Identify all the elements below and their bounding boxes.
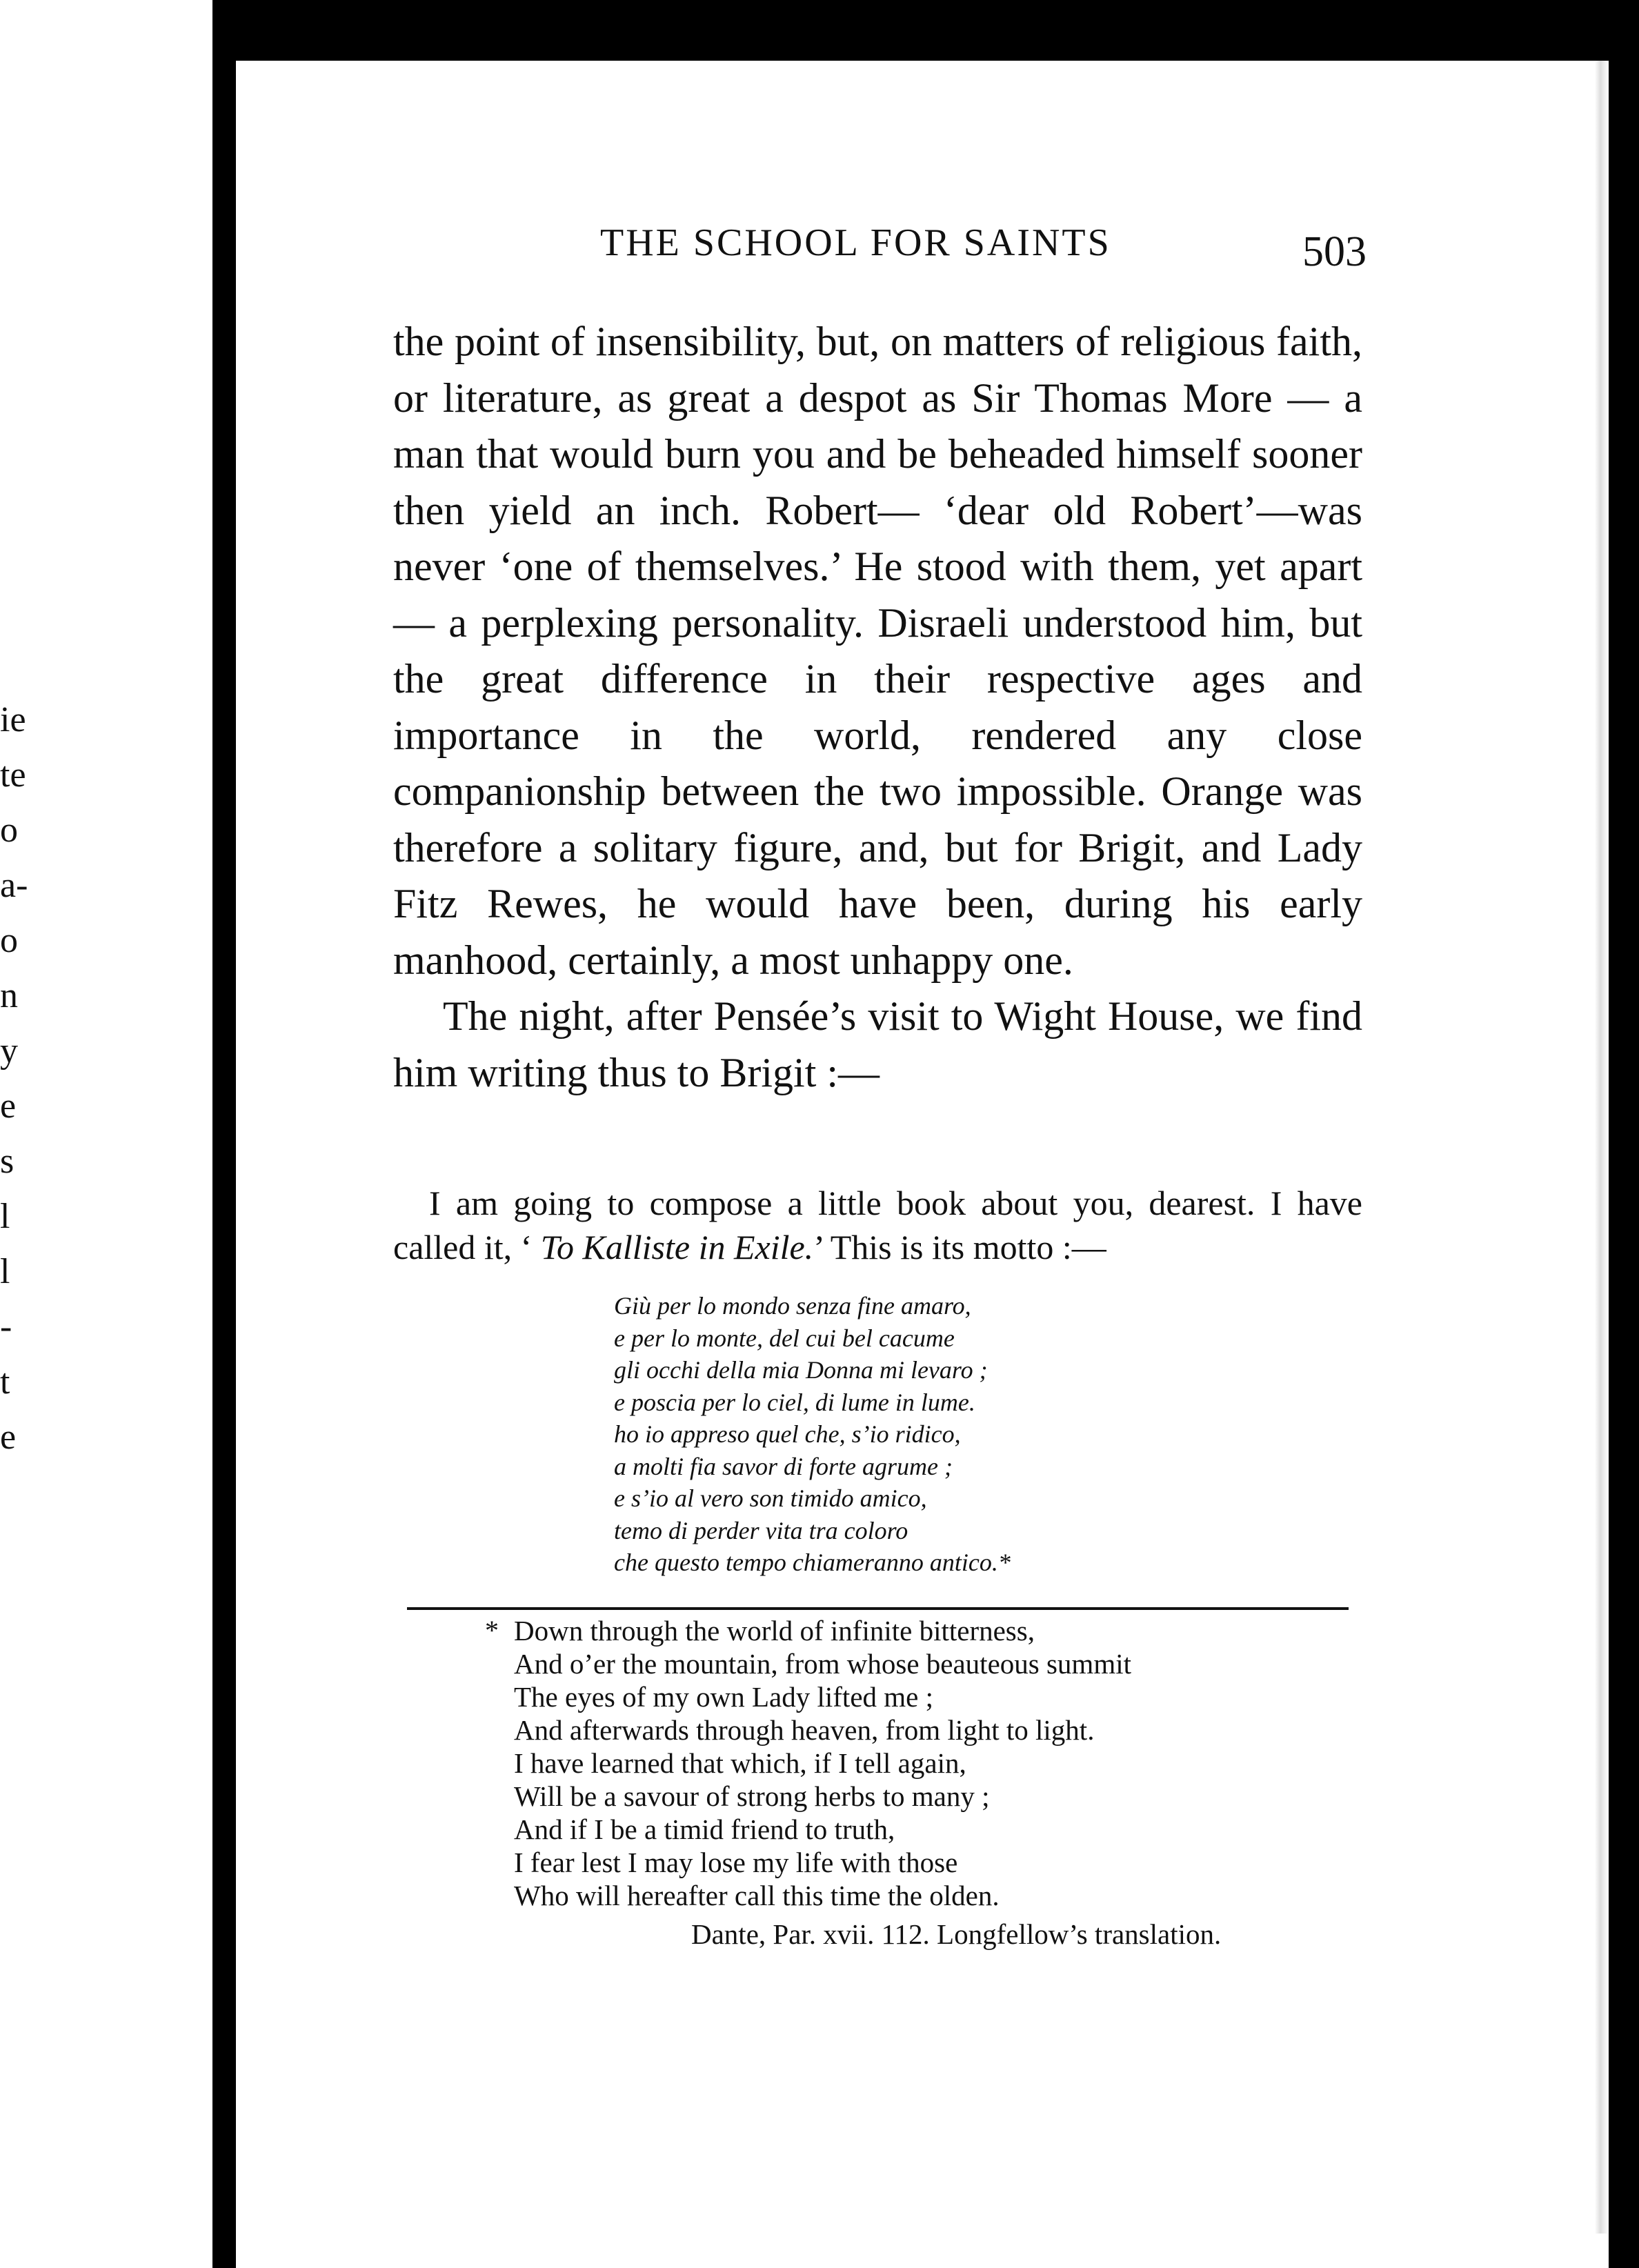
verse-line: e per lo monte, del cui bel cacume (614, 1324, 955, 1352)
verse-line: temo di perder vita tra coloro (614, 1516, 908, 1544)
edge-fragment: n (0, 976, 18, 1015)
footnote-line: Who will hereafter call this time the olden. (514, 1880, 1000, 1911)
edge-fragment: a- (0, 866, 28, 905)
footnote-line: I fear lest I may lose my life with those (514, 1847, 958, 1878)
footnote-line: The eyes of my own Lady lifted me ; (514, 1681, 933, 1713)
running-head: THE SCHOOL FOR SAINTS (600, 221, 1111, 264)
footnote-line: And o’er the mountain, from whose beauteous summit (514, 1648, 1131, 1680)
edge-fragment: o (0, 810, 18, 850)
letter-text: I am going to compose a little book about you, dearest. I have called it, ‘ (393, 1184, 1362, 1266)
paragraph: The night, after Pensée’s visit to Wight House, we find him writing thus to Brigit :— (393, 993, 1362, 1095)
scan-border-top (236, 0, 1639, 61)
edge-fragment: y (0, 1031, 18, 1071)
scan-border-right (1609, 0, 1639, 2268)
edge-fragment: te (0, 755, 26, 795)
footnote-marker: * (485, 1615, 499, 1646)
verse-line: e s’io al vero son timido amico, (614, 1484, 927, 1512)
edge-fragment: e (0, 1086, 17, 1126)
letter-excerpt (393, 1181, 1362, 1269)
verse-line: e poscia per lo ciel, di lume in lume. (614, 1388, 975, 1416)
edge-fragment: l (0, 1252, 10, 1291)
book-title: To Kalliste in Exile. (540, 1228, 814, 1266)
book-gutter (212, 0, 236, 2268)
verse-line: che questo tempo chiameranno antico.* (614, 1549, 1011, 1576)
edge-fragment: t (0, 1362, 10, 1402)
footnote-line: Will be a savour of strong herbs to many ; (514, 1780, 990, 1812)
page-edge (1595, 61, 1609, 2234)
edge-fragment: ie (0, 700, 26, 739)
footnote-rule (407, 1607, 1349, 1610)
verse-line: a molti fia savor di forte agrume ; (614, 1452, 953, 1480)
footnote-line: And afterwards through heaven, from light to light. (514, 1714, 1095, 1746)
footnote-line: And if I be a timid friend to truth, (514, 1813, 895, 1845)
facing-page (0, 0, 212, 2268)
letter-text: ’ This is its motto :— (813, 1228, 1106, 1266)
body-text (393, 314, 1362, 1101)
footnote-attribution: Dante, Par. xvii. 112. Longfellow’s translation. (691, 1918, 1222, 1950)
paragraph: the point of insensibility, but, on matters of religious faith, or literature, as great a despot as Sir Thomas More — a man that would burn you and be beheaded himself sooner then yield an inch. Robert— ‘dear old Robert’—was never ‘one of themselves.’ He stood with them, yet apart — a perplexing personality. Disraeli understood him, but the great difference in their respective ages and importance in the world, rendered any close companionship between the two impossible. Orange was therefore a solitary figure, and, but for Brigit, and Lady Fitz Rewes, he would have been, during his early manhood, certainly, a most unhappy one. (393, 319, 1362, 983)
verse-line: gli occhi della mia Donna mi levaro ; (614, 1356, 988, 1384)
verse-line: Giù per lo mondo senza fine amaro, (614, 1292, 971, 1320)
italian-verse (614, 1290, 1011, 1579)
edge-fragment: - (0, 1307, 12, 1346)
footnote (485, 1614, 1131, 1912)
footnote-line: Down through the world of infinite bitterness, (514, 1615, 1035, 1647)
verse-line: ho io appreso quel che, s’io ridico, (614, 1420, 961, 1448)
edge-fragment: e (0, 1418, 17, 1457)
edge-fragment: s (0, 1142, 14, 1181)
edge-fragment: o (0, 921, 18, 960)
page-number: 503 (1302, 228, 1367, 275)
letter-paragraph (393, 1181, 1362, 1269)
edge-fragment: l (0, 1197, 10, 1236)
footnote-line: I have learned that which, if I tell again, (514, 1747, 966, 1779)
